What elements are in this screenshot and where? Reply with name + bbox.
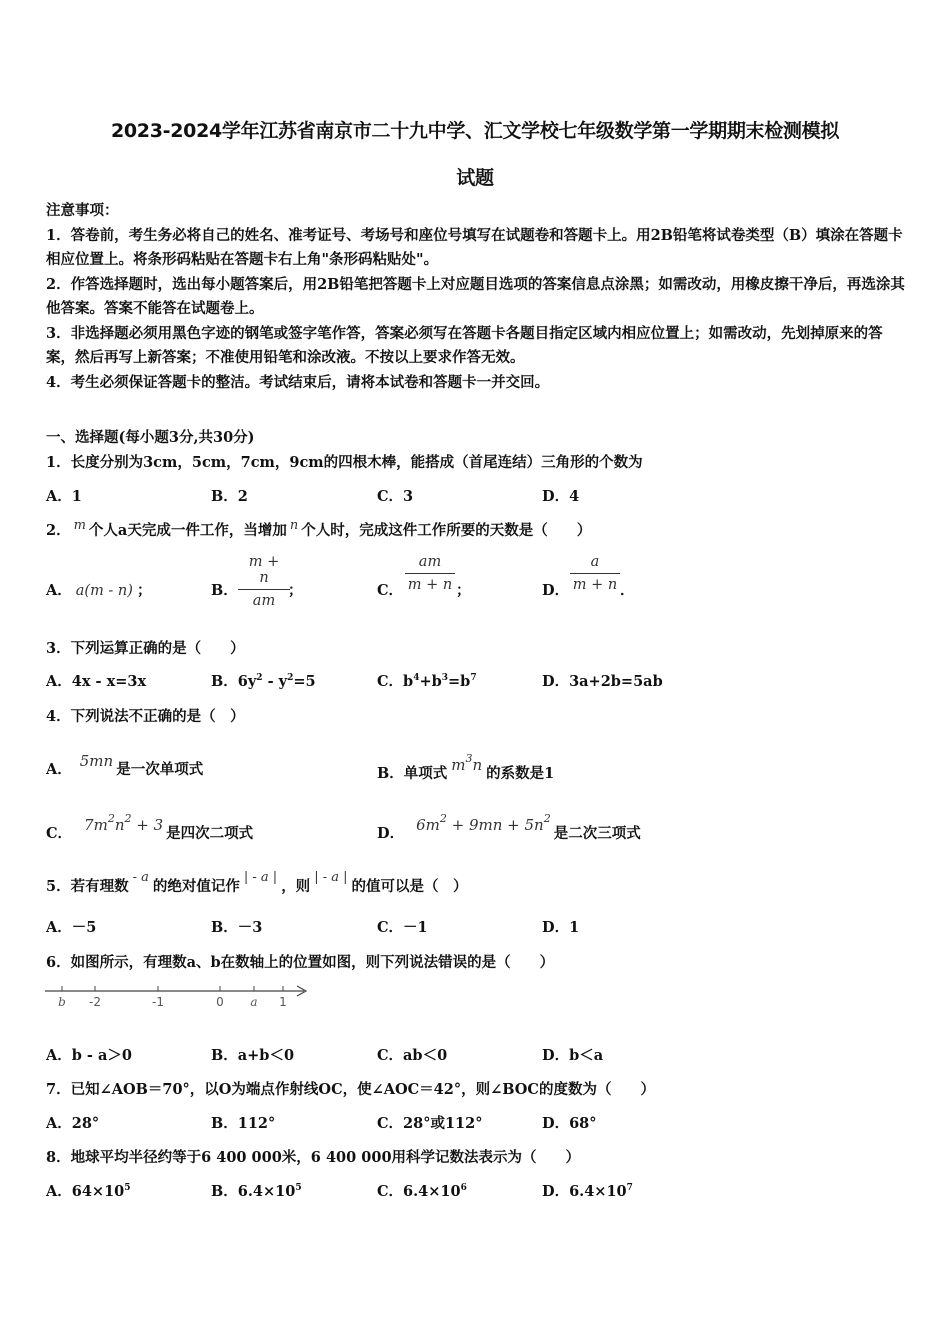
q1-option-a: A．1	[46, 488, 82, 505]
q8-b-base: B．6.4×10	[211, 1183, 296, 1200]
q6-option-b: B．a+b＜0	[211, 1047, 295, 1064]
q5-option-b: B．－3	[211, 919, 263, 936]
q2-b-fraction	[238, 554, 290, 609]
q2-d-numerator: a	[570, 554, 620, 574]
q8-option-c	[377, 1180, 467, 1201]
q1-option-c: C．3	[377, 488, 414, 505]
question-5-stem	[46, 870, 468, 896]
question-4-stem: 4．下列说法不正确的是（ ）	[46, 708, 245, 725]
q5-option-c: C．－1	[377, 919, 428, 936]
q2-c-numerator: am	[405, 554, 455, 574]
q3-option-d: D．3a+2b=5ab	[542, 673, 663, 690]
axis-label-b: b	[58, 995, 66, 1009]
q4-option-d	[377, 812, 641, 843]
q1-option-b: B．2	[211, 488, 248, 505]
q3-b-part: - y	[262, 673, 288, 690]
notes-item: 3．非选择题必须用黑色字迹的钢笔或签字笔作答，答案必须写在答题卡各题目指定区域内相应位置上；如需改动，先划掉原来的答案，然后再写上新答案；不准使用铅笔和涂改液。不按以上要求作答无效。	[46, 324, 883, 366]
q4-b-exp: 3	[465, 752, 473, 765]
q5-text-3: ，则	[281, 878, 311, 895]
q8-option-d	[542, 1180, 633, 1201]
q2-c-denominator: m + n	[407, 577, 453, 593]
q3-c-part: +b	[419, 673, 442, 690]
q7-option-b: B．112°	[211, 1115, 276, 1132]
q4-d-expr: + 9mn + 5n	[446, 816, 544, 834]
q2-d-fraction	[570, 554, 620, 593]
q8-c-exp: 6	[460, 1183, 467, 1193]
q4-a-label: A．	[46, 761, 72, 778]
q4-c-exp: 2	[107, 812, 115, 825]
q4-d-text: 是二次三项式	[553, 825, 641, 842]
q1-option-d: D．4	[542, 488, 580, 505]
q2-c-end: ；	[456, 582, 471, 599]
notes-block	[46, 199, 906, 395]
q2-b-numerator: m + n	[238, 554, 290, 590]
q4-c-text: 是四次二项式	[166, 825, 254, 842]
q2-b-end: ；	[288, 582, 303, 599]
axis-label-1: 1	[279, 995, 287, 1009]
q2-number: 2．	[46, 522, 71, 539]
q2-var-n: n	[289, 518, 299, 533]
q4-option-b	[377, 752, 554, 783]
q3-c-part: =b	[448, 673, 471, 690]
q8-option-a	[46, 1180, 131, 1201]
q4-c-expr: + 3	[131, 816, 164, 834]
q4-d-exp: 2	[439, 812, 447, 825]
q3-c-exp: 7	[470, 673, 477, 683]
q4-option-c	[46, 812, 253, 843]
q8-b-exp: 5	[295, 1183, 302, 1193]
axis-label-neg2: -2	[89, 995, 101, 1009]
q4-b-text: 的系数是1	[486, 765, 555, 782]
q6-option-a: A．b - a＞0	[46, 1047, 132, 1064]
q3-option-c	[377, 670, 477, 691]
q8-d-exp: 7	[626, 1183, 633, 1193]
notes-item: 4．考生必须保证答题卡的整洁。考试结束后，请将本试卷和答题卡一并交回。	[46, 373, 550, 391]
q7-option-d: D．68°	[542, 1115, 597, 1132]
q3-option-a: A．4x - x=3x	[46, 673, 147, 690]
q4-c-expr: 7m	[84, 816, 108, 834]
question-7-stem: 7．已知∠AOB＝70°，以O为端点作射线OC，使∠AOC＝42°，则∠BOC的度数为（ ）	[46, 1081, 655, 1098]
question-2-stem	[46, 518, 591, 540]
q7-option-c: C．28°或112°	[377, 1115, 483, 1132]
q2-c-label: C．	[377, 582, 404, 599]
q5-text-2: 的绝对值记作	[152, 878, 240, 895]
notes-heading: 注意事项：	[46, 202, 119, 219]
q2-b-label: B．	[211, 582, 238, 599]
q4-b-label: B．单项式	[377, 765, 448, 782]
q3-c-exp: 4	[413, 673, 420, 683]
q6-option-c: C．ab＜0	[377, 1047, 448, 1064]
q2-b-denominator: am	[252, 593, 276, 609]
q8-d-base: D．6.4×10	[542, 1183, 627, 1200]
q5-expr-neg-a: - a	[132, 870, 149, 885]
q8-c-base: C．6.4×10	[377, 1183, 461, 1200]
q3-c-exp: 3	[441, 673, 449, 683]
q4-a-expr: 5mn	[79, 752, 114, 770]
axis-label-a: a	[250, 995, 258, 1009]
question-6-stem: 6．如图所示，有理数a、b在数轴上的位置如图，则下列说法错误的是（ ）	[46, 954, 555, 971]
q6-option-d: D．b＜a	[542, 1047, 604, 1064]
q4-c-expr: n	[114, 816, 125, 834]
q3-option-b	[211, 670, 316, 691]
q3-b-exp: 2	[287, 673, 294, 683]
q2-option-a	[46, 579, 151, 600]
question-3-stem: 3．下列运算正确的是（ ）	[46, 640, 245, 657]
question-1-stem: 1．长度分别为3cm，5cm，7cm，9cm的四根木棒，能搭成（首尾连结）三角形的个数为	[46, 454, 643, 471]
q4-c-label: C．	[46, 825, 73, 842]
q2-a-expr: a(m - n)	[75, 583, 133, 599]
q3-b-part: =5	[293, 673, 316, 690]
q4-d-exp: 2	[543, 812, 551, 825]
q2-a-end: ；	[136, 582, 152, 599]
exam-title-line1: 2023-2024学年江苏省南京市二十九中学、汇文学校七年级数学第一学期期末检测模拟	[110, 120, 840, 142]
q5-expr-abs: | - a |	[314, 870, 348, 885]
q4-d-label: D．	[377, 825, 405, 842]
q2-d-end: ．	[620, 582, 635, 599]
notes-item: 1．答卷前，考生务必将自己的姓名、准考证号、考场号和座位号填写在试题卷和答题卡上。用2B铅笔将试卷类型（B）填涂在答题卡相应位置上。将条形码粘贴在答题卡右上角"条形码粘贴处"。	[46, 226, 903, 268]
q4-b-var: m	[451, 756, 466, 774]
q5-text-1: 5．若有理数	[46, 878, 129, 895]
q5-option-a: A．－5	[46, 919, 97, 936]
q7-option-a: A．28°	[46, 1115, 100, 1132]
section-heading: 一、选择题(每小题3分,共30分)	[46, 429, 255, 446]
q3-b-exp: 2	[256, 673, 263, 683]
q2-c-fraction	[405, 554, 455, 593]
q3-b-part: B．6y	[211, 673, 257, 690]
q4-a-text: 是一次单项式	[116, 761, 204, 778]
q5-text-4: 的值可以是（ ）	[351, 878, 468, 895]
number-line-figure	[40, 980, 315, 1012]
q2-var-m: m	[73, 518, 86, 533]
q2-d-denominator: m + n	[572, 577, 618, 593]
q5-expr-abs: | - a |	[243, 870, 278, 885]
axis-label-0: 0	[216, 995, 224, 1009]
q8-option-b	[211, 1180, 302, 1201]
notes-item: 2．作答选择题时，选出每小题答案后，用2B铅笔把答题卡上对应题目选项的答案信息点涂黑；如需改动，用橡皮擦干净后，再选涂其他答案。答案不能答在试题卷上。	[46, 275, 905, 317]
q4-c-exp: 2	[124, 812, 132, 825]
q2-a-label: A．	[46, 582, 72, 599]
q4-b-var: n	[472, 756, 483, 774]
q5-option-d: D．1	[542, 919, 580, 936]
q8-a-base: A．64×10	[46, 1183, 125, 1200]
q2-text-2: 个人时，完成这件工作所要的天数是（ ）	[301, 522, 592, 539]
exam-title-line2: 试题	[456, 167, 494, 189]
q4-option-a	[46, 752, 203, 779]
q4-d-expr: 6m	[416, 816, 440, 834]
q3-c-part: C．b	[377, 673, 414, 690]
q2-text-1: 个人a天完成一件工作，当增加	[88, 522, 287, 539]
axis-label-neg1: -1	[152, 995, 164, 1009]
question-8-stem: 8．地球平均半径约等于6 400 000米，6 400 000用科学记数法表示为（ ）	[46, 1149, 581, 1166]
q2-d-label: D．	[542, 582, 570, 599]
q8-a-exp: 5	[124, 1183, 131, 1193]
